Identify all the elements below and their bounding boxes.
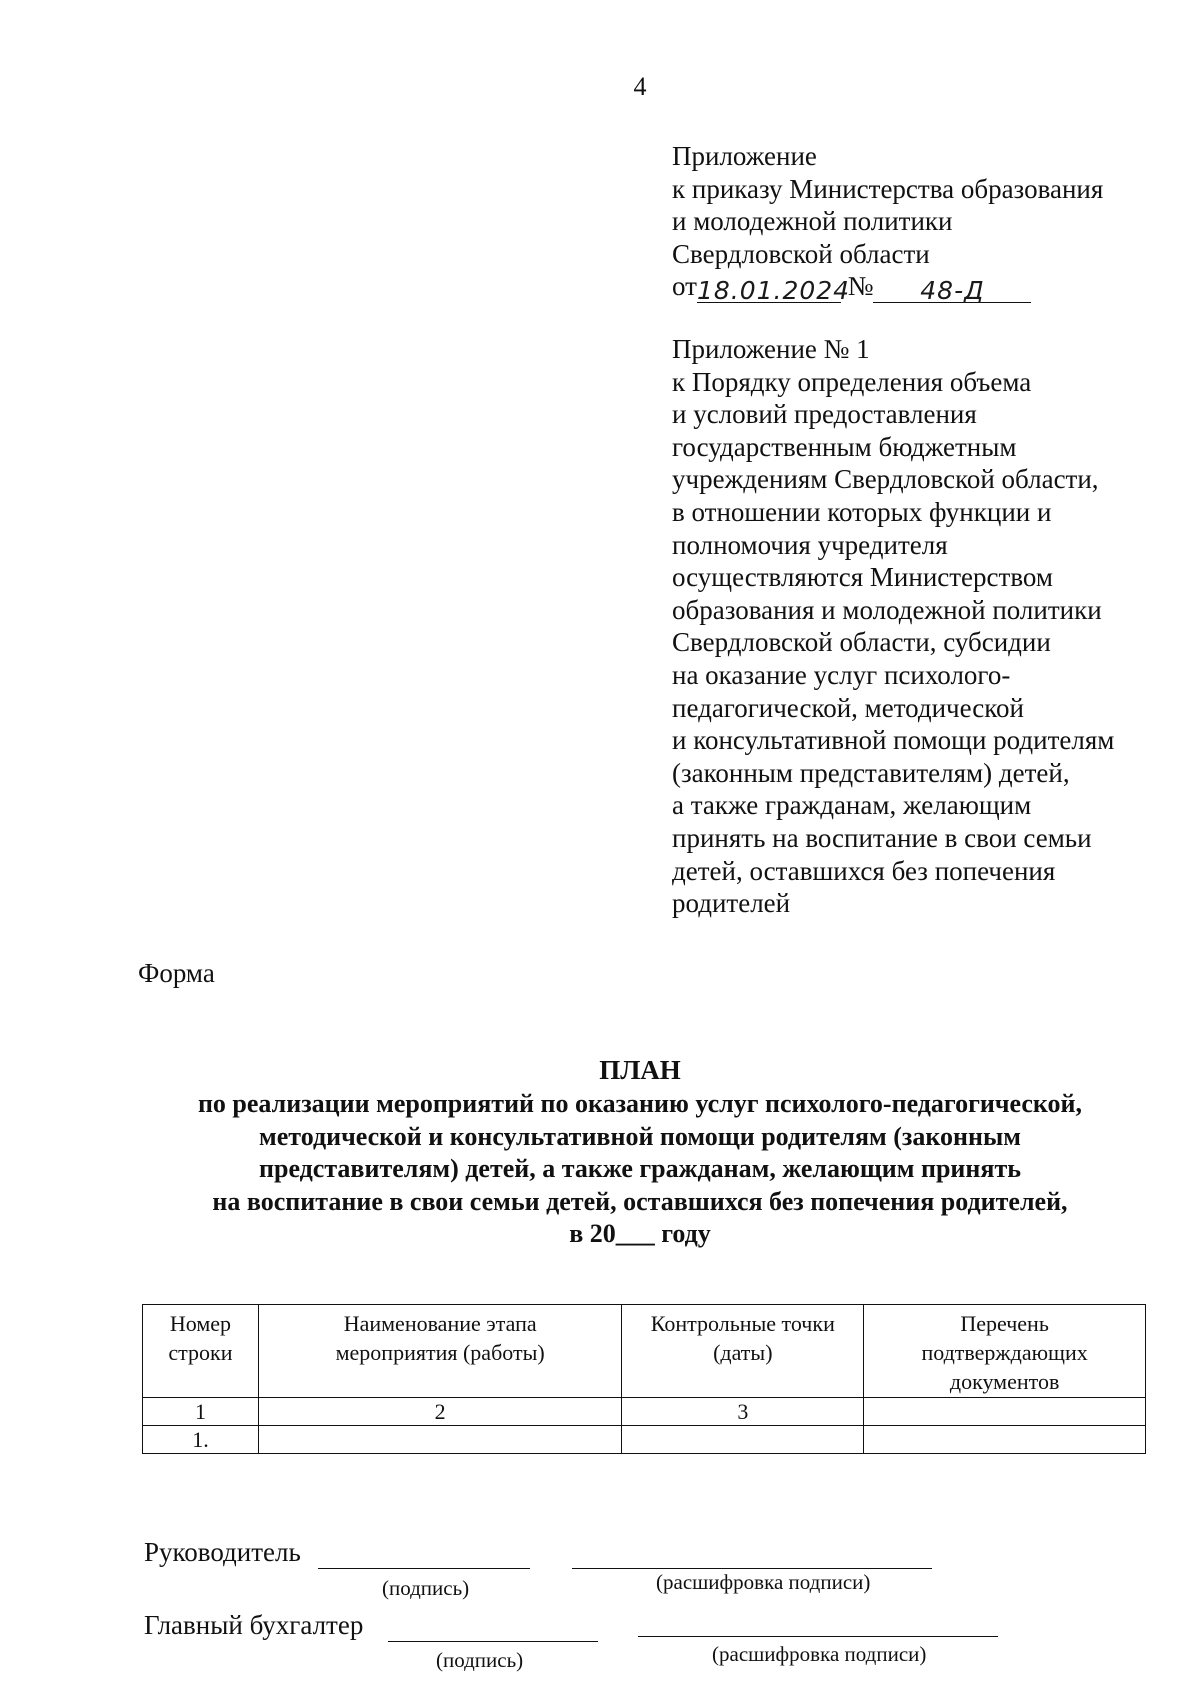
table-cell: 1. [143,1426,259,1454]
table-cell [622,1426,864,1454]
appendix-line: и условий предоставления [672,399,977,430]
header-text: мероприятия (работы) [335,1340,545,1365]
appendix-line: а также гражданам, желающим [672,790,1032,821]
head-signature-line [318,1568,530,1569]
header-stage-name [258,1305,622,1398]
accountant-signature-caption: (подпись) [436,1648,524,1672]
appendix-line: Приложение № 1 [672,334,870,364]
header-text: Контрольные точки [650,1311,835,1336]
appendix-line: к Порядку определения объема [672,366,1032,397]
header-text: Перечень [960,1311,1049,1336]
order-date-number-line [672,270,1103,303]
head-signature-label: Руководитель [144,1537,301,1567]
appendix-line: педагогической, методической [672,692,1024,723]
date-prefix: от [672,271,697,302]
header-text: документов [949,1369,1060,1394]
header-documents-list [864,1305,1146,1398]
table-cell [258,1426,622,1454]
subtitle-line: представителям) детей, а также гражданам, желающим принять [259,1154,1021,1183]
header-text: Номер [169,1311,232,1336]
table-cell: 3 [622,1398,864,1426]
appendix-line: в отношении которых функции и [672,496,1052,527]
accountant-signature-line [388,1641,598,1642]
handwritten-order-date: 18.01.2024 [696,275,851,305]
appendix-line: Свердловской области, субсидии [672,627,1051,658]
handwritten-order-number: 48-Д [920,275,985,305]
appendix-line: государственным бюджетным [672,431,1017,462]
appendix-line: учреждениям Свердловской области, [672,464,1099,495]
appendix-line: родителей [672,888,791,919]
subtitle-line: в 20___ году [569,1219,711,1248]
accountant-name-caption: (расшифровка подписи) [712,1642,927,1666]
header-control-points [622,1305,864,1398]
accountant-signature-label: Главный бухгалтер [144,1610,364,1640]
table-row [143,1426,1146,1454]
plan-title: ПЛАН [599,1055,681,1085]
subtitle-line: на воспитание в свои семьи детей, оставшихся без попечения родителей, [212,1186,1068,1216]
appendix-line: и молодежной политики [672,206,953,237]
table-cell: 1 [143,1398,259,1426]
table-cell [864,1398,1146,1426]
appendix-line: полномочия учредителя [672,529,948,560]
header-text: строки [168,1340,233,1365]
appendix-line: (законным представителям) детей, [672,757,1070,788]
header-row-number [143,1305,259,1398]
appendix-line: образования и молодежной политики [672,594,1102,625]
header-text: (даты) [713,1340,773,1365]
appendix-line: к приказу Министерства образования [672,173,1104,204]
table-header-row [143,1305,1146,1398]
appendix-line: детей, оставшихся без попечения [672,855,1056,886]
appendix-line: принять на воспитание в свои семьи [672,822,1092,853]
appendix-1-block [672,333,1114,920]
plan-subtitle [130,1088,1150,1251]
appendix-line: осуществляются Министерством [672,562,1053,593]
order-number-field [873,274,1031,303]
table-row [143,1398,1146,1426]
form-label: Форма [138,958,215,988]
appendix-line: и консультативной помощи родителям [672,725,1115,756]
page-number: 4 [633,72,647,101]
appendix-line: на оказание услуг психолого- [672,659,1011,690]
plan-table [142,1304,1146,1454]
subtitle-line: методической и консультативной помощи родителям (законным [259,1121,1021,1151]
subtitle-line: по реализации мероприятий по оказанию услуг психолого-педагогической, [197,1089,1083,1118]
accountant-name-line [638,1636,998,1637]
number-prefix: № [847,271,874,302]
order-date-field [696,274,851,305]
appendix-line: Свердловской области [672,238,930,269]
table-cell: 2 [258,1398,622,1426]
head-signature-caption: (подпись) [382,1576,470,1600]
order-appendix-block [672,140,1103,303]
appendix-line: Приложение [672,141,817,171]
header-text: подтверждающих [921,1340,1088,1365]
header-text: Наименование этапа [343,1311,537,1336]
head-name-caption: (расшифровка подписи) [656,1570,871,1594]
head-name-line [572,1568,932,1569]
table-cell [864,1426,1146,1454]
